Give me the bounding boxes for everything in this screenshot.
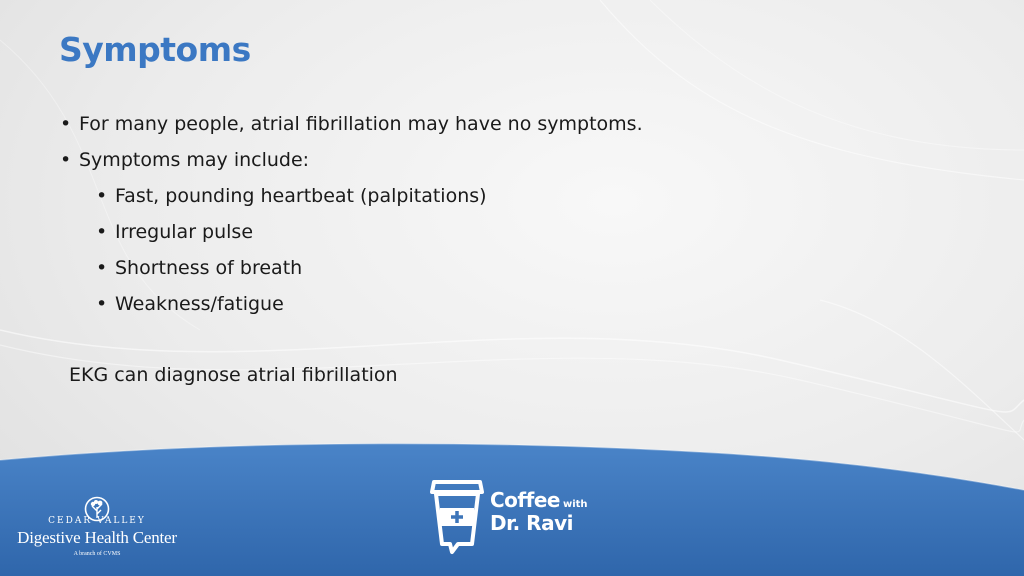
logo-line-coffee-with	[490, 488, 588, 512]
logo-line-dr-ravi: Dr. Ravi	[490, 511, 573, 535]
bullet-list	[60, 110, 643, 326]
logo-line-center-name: Digestive Health Center	[17, 528, 177, 547]
sub-bullet-item: • Irregular pulse	[96, 218, 643, 254]
bullet-item: • For many people, atrial fibrillation may have no symptoms.	[60, 110, 643, 146]
sub-bullet-item: • Weakness/fatigue	[96, 290, 643, 326]
cedar-valley-logo	[12, 496, 182, 572]
sub-bullet-item: • Fast, pounding heartbeat (palpitations)	[96, 182, 643, 218]
logo-line-cedar-valley: CEDAR VALLEY	[48, 516, 146, 526]
slide-title: Symptoms	[59, 30, 251, 69]
logo-word-with: with	[562, 499, 588, 510]
slide-note: EKG can diagnose atrial fibrillation	[69, 364, 398, 386]
logo-word-coffee: Coffee	[490, 488, 560, 512]
coffee-with-dr-ravi-logo	[428, 478, 608, 558]
sub-bullet-item: • Shortness of breath	[96, 254, 643, 290]
logo-line-branch: A branch of CVMS	[73, 551, 121, 557]
bullet-item: • Symptoms may include:	[60, 146, 643, 182]
coffee-cup-icon	[428, 478, 486, 556]
